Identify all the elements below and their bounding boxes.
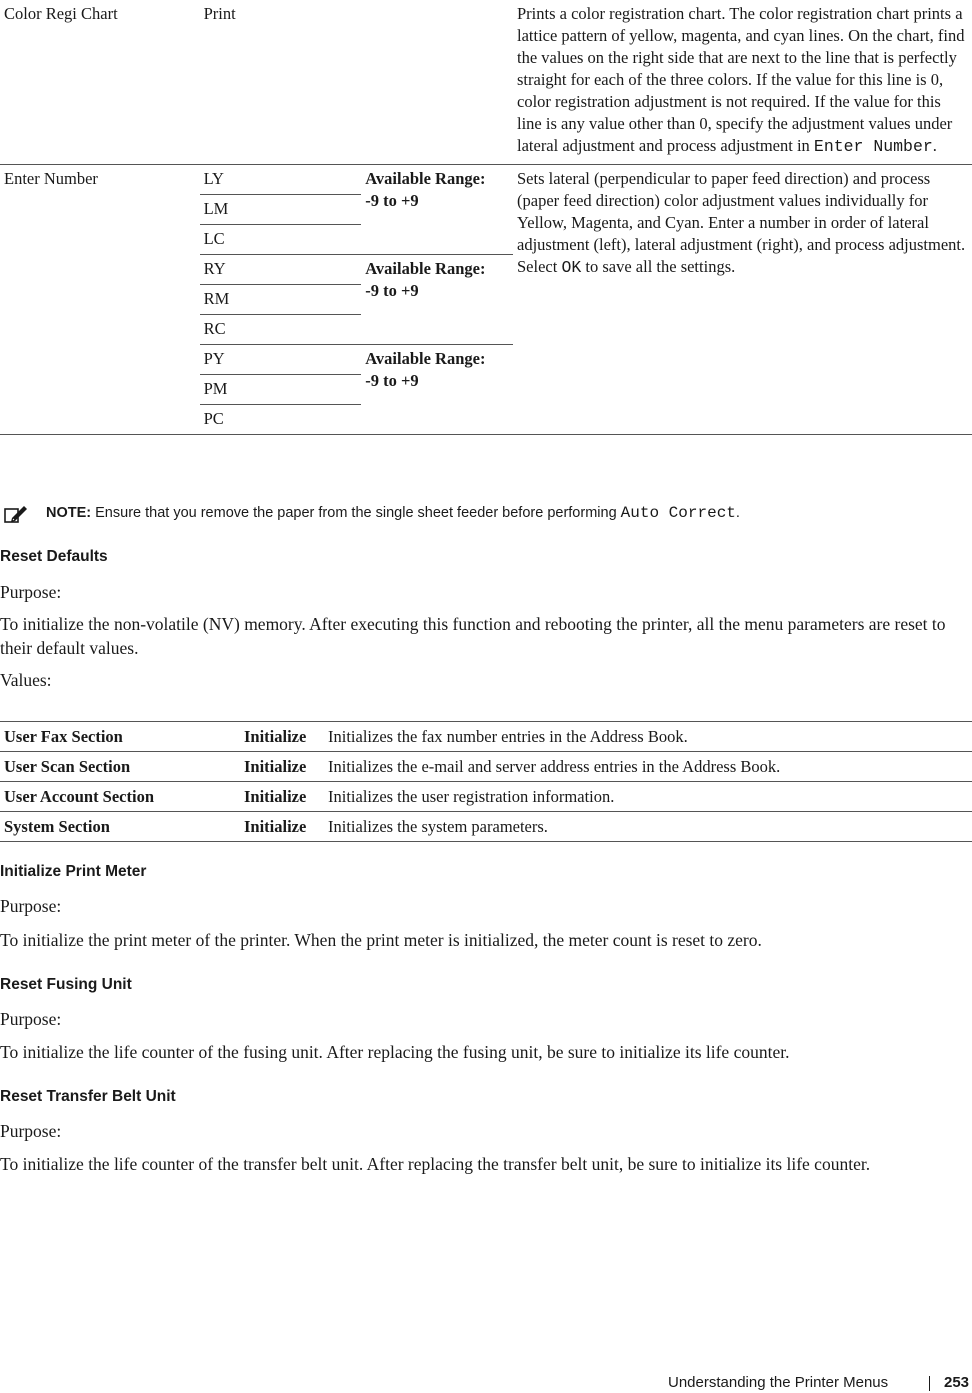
section-heading: Initialize Print Meter bbox=[0, 863, 147, 880]
setting-description: Prints a color registration chart. The color registration chart prints a lattice pattern of yellow, magenta, and cyan lines. On the chart, find the values on the right side that are next to the line that is perfectly straight for each of the three colors. If the value for this line is 0, color registration adjustment is not required. If the value for this line is any value other than 0, specify the adjustment values under lateral adjustment and process adjustment in Enter Number. bbox=[517, 4, 965, 156]
range-label: Available Range: bbox=[365, 169, 486, 188]
setting-name: Enter Number bbox=[0, 165, 200, 435]
footer-divider bbox=[929, 1376, 930, 1391]
value-action: Initialize bbox=[238, 782, 324, 812]
value-name: User Account Section bbox=[0, 782, 238, 812]
purpose-text: To initialize the life counter of the transfer belt unit. After replacing the transfer belt unit, be sure to initialize its life counter. bbox=[0, 1154, 871, 1174]
table-row bbox=[0, 782, 972, 812]
pencil-note-icon bbox=[4, 504, 28, 524]
range-value: -9 to +9 bbox=[365, 191, 419, 210]
purpose-text: To initialize the print meter of the printer. When the print meter is initialized, the meter count is reset to zero. bbox=[0, 930, 762, 950]
value-name: System Section bbox=[0, 812, 238, 842]
section-heading: Reset Defaults bbox=[0, 548, 108, 565]
value-name: User Scan Section bbox=[0, 752, 238, 782]
range-label: Available Range: bbox=[365, 349, 486, 368]
setting-item: LM bbox=[200, 195, 362, 225]
table-row bbox=[0, 812, 972, 842]
range-value: -9 to +9 bbox=[365, 281, 419, 300]
setting-item: RY bbox=[200, 255, 362, 285]
purpose-label: Purpose: bbox=[0, 1009, 62, 1029]
value-action: Initialize bbox=[238, 722, 324, 752]
range-label: Available Range: bbox=[365, 259, 486, 278]
range-cell bbox=[361, 345, 513, 435]
setting-item: PC bbox=[200, 405, 362, 435]
note-code: Auto Correct bbox=[620, 504, 736, 522]
value-name: User Fax Section bbox=[0, 722, 238, 752]
setting-item: RC bbox=[200, 315, 362, 345]
values-table bbox=[0, 721, 972, 842]
value-description: Initializes the fax number entries in the Address Book. bbox=[324, 722, 972, 752]
range-value: -9 to +9 bbox=[365, 371, 419, 390]
purpose-text: To initialize the life counter of the fusing unit. After replacing the fusing unit, be sure to initialize its life counter. bbox=[0, 1042, 790, 1062]
setting-name: Color Regi Chart bbox=[4, 4, 118, 23]
range-cell bbox=[361, 255, 513, 345]
value-action: Initialize bbox=[238, 812, 324, 842]
note-label: NOTE: bbox=[46, 505, 92, 521]
section-heading: Reset Fusing Unit bbox=[0, 976, 132, 993]
value-description: Initializes the user registration information. bbox=[324, 782, 972, 812]
settings-table bbox=[0, 0, 972, 435]
value-description: Initializes the e-mail and server address entries in the Address Book. bbox=[324, 752, 972, 782]
setting-item: Print bbox=[203, 4, 236, 23]
setting-item: PM bbox=[200, 375, 362, 405]
note-text: Ensure that you remove the paper from the single sheet feeder before performing bbox=[91, 505, 621, 521]
setting-item: LY bbox=[200, 165, 362, 195]
setting-item: PY bbox=[200, 345, 362, 375]
note: NOTE: Ensure that you remove the paper from the single sheet feeder before performing Auto Correct. bbox=[0, 500, 972, 526]
setting-description: Sets lateral (perpendicular to paper feed direction) and process (paper feed direction) color adjustment values individually for Yellow, Magenta, and Cyan. Enter a number in order of lateral adjustment (left), lateral adjustment (right), and process adjustment. Select OK to save all the settings. bbox=[513, 165, 972, 435]
setting-item: RM bbox=[200, 285, 362, 315]
value-description: Initializes the system parameters. bbox=[324, 812, 972, 842]
page-number: 253 bbox=[944, 1374, 970, 1391]
purpose-label: Purpose: bbox=[0, 582, 62, 602]
section-heading: Reset Transfer Belt Unit bbox=[0, 1088, 176, 1105]
purpose-text: To initialize the non-volatile (NV) memory. After executing this function and rebooting the printer, all the menu parameters are reset to their default values. bbox=[0, 614, 946, 658]
value-action: Initialize bbox=[238, 752, 324, 782]
range-cell bbox=[361, 165, 513, 255]
table-row bbox=[0, 165, 972, 195]
footer-section-title: Understanding the Printer Menus bbox=[668, 1374, 889, 1391]
table-row bbox=[0, 752, 972, 782]
table-row bbox=[0, 722, 972, 752]
values-label: Values: bbox=[0, 670, 52, 690]
purpose-label: Purpose: bbox=[0, 1121, 62, 1141]
setting-item: LC bbox=[200, 225, 362, 255]
purpose-label: Purpose: bbox=[0, 896, 62, 916]
table-row bbox=[0, 0, 972, 165]
